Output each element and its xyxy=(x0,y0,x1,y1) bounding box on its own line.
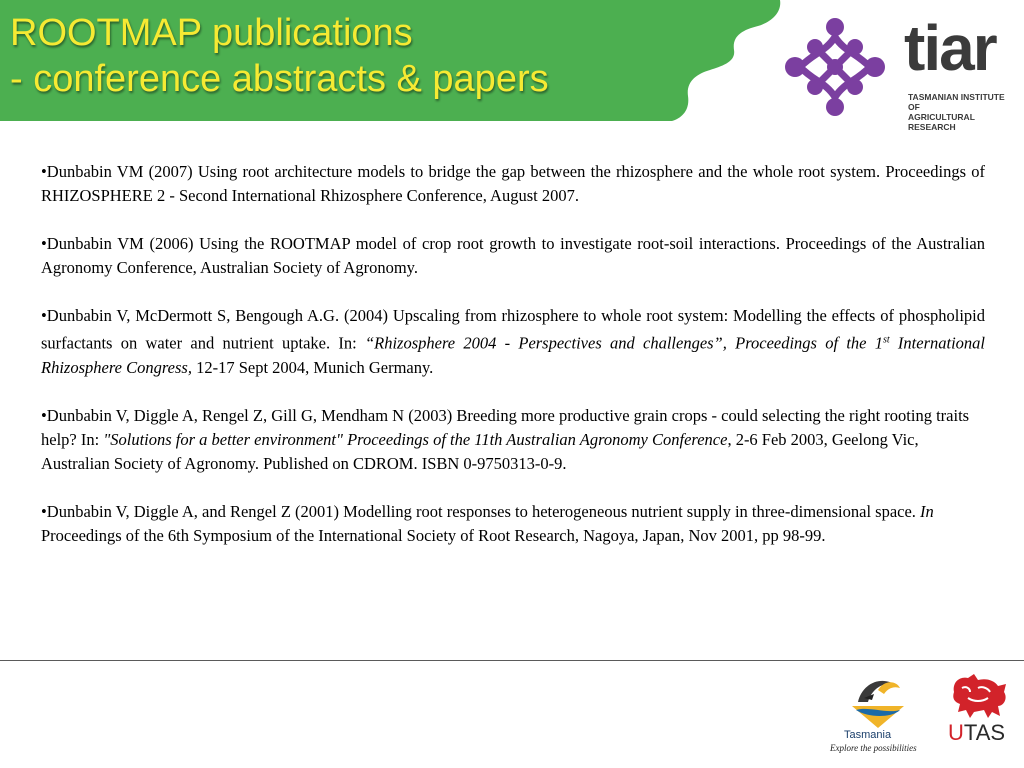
tiar-wordmark: tiar xyxy=(904,12,996,84)
tiar-dots-icon xyxy=(780,12,890,122)
footer-divider xyxy=(0,660,1024,661)
publication-item: •Dunbabin V, Diggle A, Rengel Z, Gill G, Mendham N (2003) Breeding more productive grain crops - could selecting the right rooting traits help? In: "Solutions for a better environment" Proceedings of the 11th Australian Agronomy Conference, 2-6 Feb 2003, Geelong Vic, Australian Society of Agronomy. Published on CDROM. ISBN 0-9750313-0-9. xyxy=(41,405,970,473)
title-line-2: - conference abstracts & papers xyxy=(10,58,549,100)
publication-item: •Dunbabin VM (2006) Using the ROOTMAP model of crop root growth to investigate root-soil interactions. Proceedings of the Australian Agronomy Conference, Australian Society of Agronomy. xyxy=(41,234,985,277)
utas-logo xyxy=(946,672,1012,752)
tasmania-tagline: Explore the possibilities xyxy=(830,743,917,753)
publications-list xyxy=(41,160,985,572)
page-title xyxy=(10,10,549,102)
utas-lion-icon xyxy=(948,672,1010,720)
publication-item: •Dunbabin V, Diggle A, and Rengel Z (2001) Modelling root responses to heterogeneous nutrient supply in three-dimensional space. In Proceedings of the 6th Symposium of the International Society of Root Research, Nagoya, Japan, Nov 2001, pp 98-99. xyxy=(41,501,934,545)
publication-item: •Dunbabin VM (2007) Using root architecture models to bridge the gap between the rhizosphere and the whole root system. Proceedings of RHIZOSPHERE 2 - Second International Rhizosphere Conference, August 2007. xyxy=(41,162,985,205)
tasmania-wordmark: Tasmania xyxy=(844,729,892,741)
tiar-subtitle: TASMANIAN INSTITUTE OF AGRICULTURAL RESEARCH xyxy=(908,92,1005,132)
publication-item: •Dunbabin V, McDermott S, Bengough A.G. (2004) Upscaling from rhizosphere to whole root system: Modelling the effects of phospholipid surfactants on water and nutrient uptake. In: “Rhizosphere 2004 - Perspectives and challenges”, Proceedings of the 1st International Rhizosphere Congress, 12-17 Sept 2004, Munich Germany. xyxy=(41,306,985,377)
utas-wordmark: UTAS xyxy=(948,720,1006,745)
tiar-logo xyxy=(780,12,1015,132)
tasmania-emblem-icon xyxy=(848,672,908,730)
title-line-1: ROOTMAP publications xyxy=(10,12,413,54)
tasmania-logo xyxy=(826,672,926,758)
